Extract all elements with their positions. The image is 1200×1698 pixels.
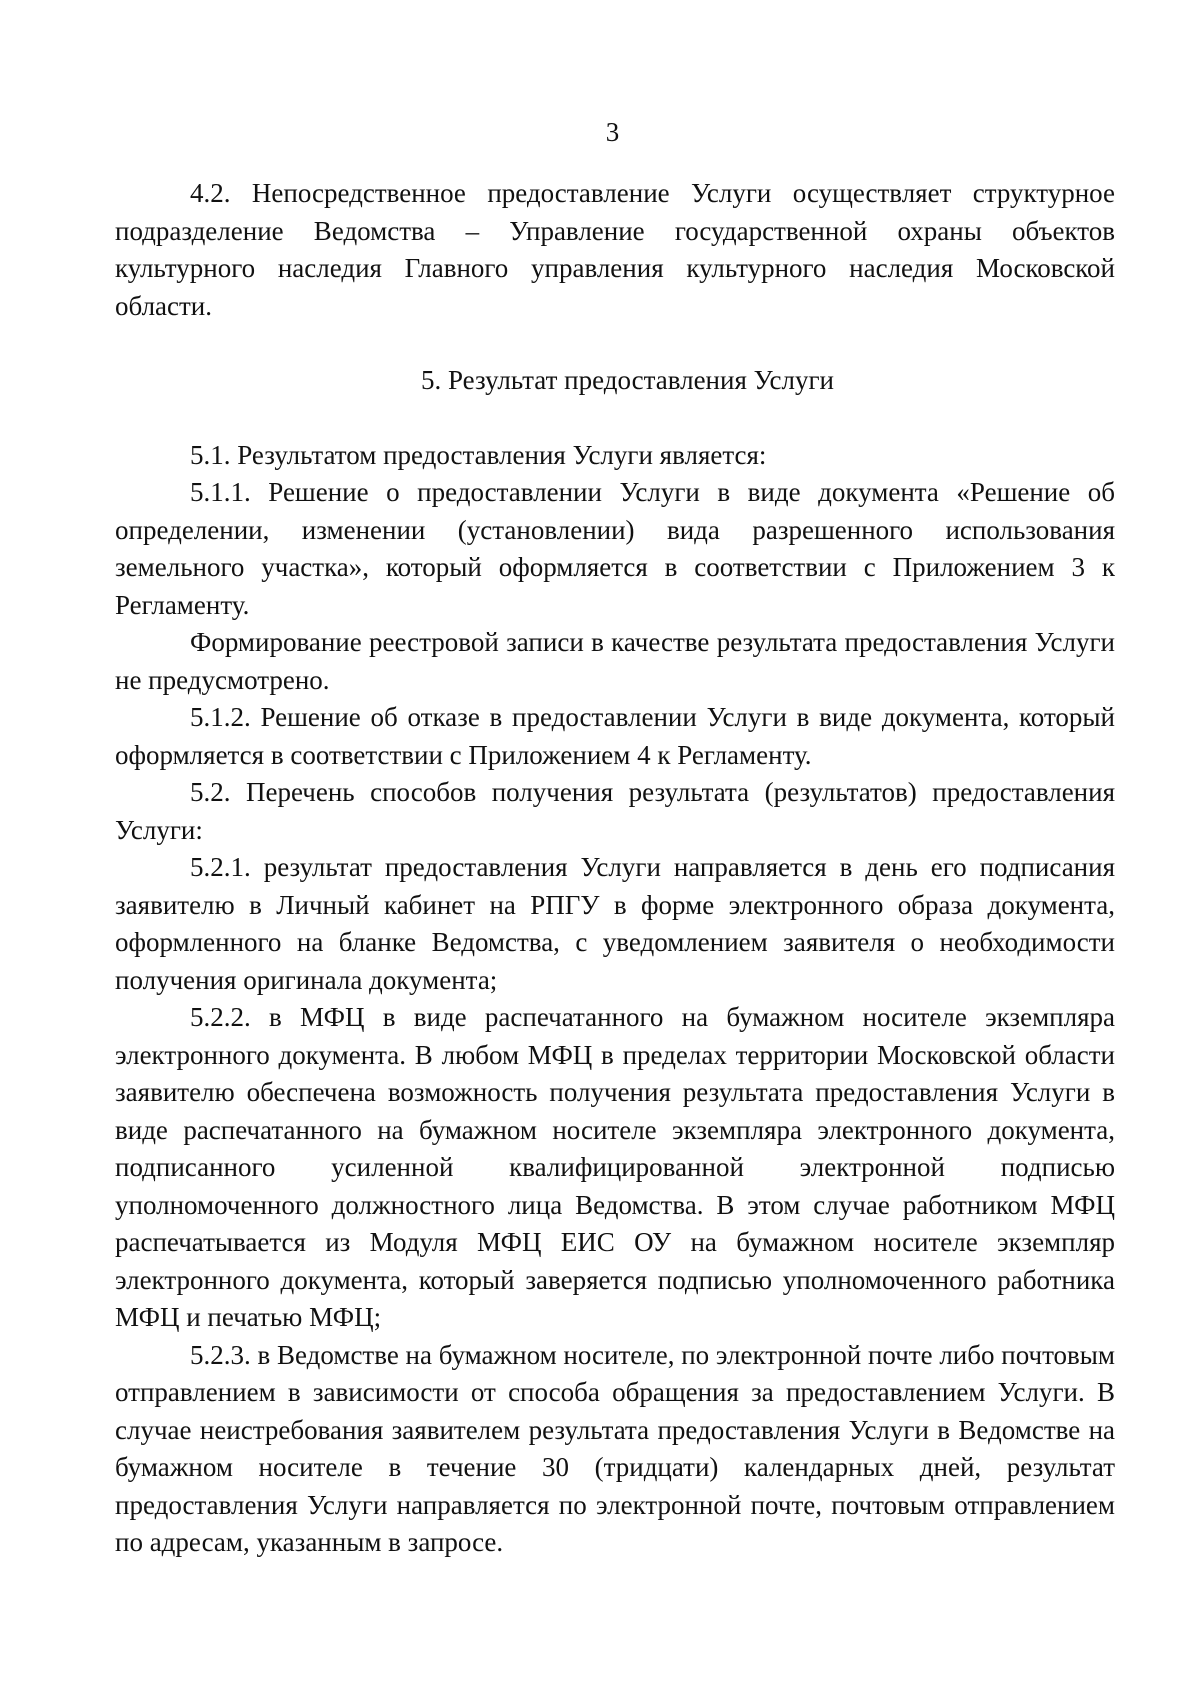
paragraph-5-2-3: 5.2.3. в Ведомстве на бумажном носителе, по электронной почте либо почтовым отправлением в зависимости от способа обращения за предоставлением Услуги. В случае неистребования заявителем результата предоставления Услуги в Ведомстве на бумажном носителе в течение 30 (тридцати) календарных дней, результат предоставления Услуги направляется по электронной почте, почтовым отправлением по адресам, указанным в запросе. <box>115 1339 1115 1557</box>
paragraph-registry-note: Формирование реестровой записи в качестве результата предоставления Услуги не предусмотрено. <box>115 627 1115 695</box>
paragraph-4-2: 4.2. Непосредственное предоставление Услуги осуществляет структурное подразделение Ведомства – Управление государственной охраны объектов культурного наследия Главного управления культурного наследия Московской области. <box>115 178 1115 321</box>
paragraph-5-2: 5.2. Перечень способов получения результата (результатов) предоставления Услуги: <box>115 777 1115 845</box>
section-heading-5: 5. Результат предоставления Услуги <box>421 365 834 395</box>
paragraph-5-1-2: 5.1.2. Решение об отказе в предоставлении Услуги в виде документа, который оформляется в соответствии с Приложением 4 к Регламенту. <box>115 702 1115 770</box>
paragraph-5-2-1: 5.2.1. результат предоставления Услуги направляется в день его подписания заявителю в Личный кабинет на РПГУ в форме электронного образа документа, оформленного на бланке Ведомства, с уведомлением заявителя о необходимости получения оригинала документа; <box>115 852 1115 995</box>
paragraph-5-1: 5.1. Результатом предоставления Услуги является: <box>190 439 767 470</box>
paragraph-5-2-2: 5.2.2. в МФЦ в виде распечатанного на бумажном носителе экземпляра электронного документа. В любом МФЦ в пределах территории Московской области заявителю обеспечена возможность получения результата предоставления Услуги в виде распечатанного на бумажном носителе экземпляра электронного документа, подписанного усиленной квалифицированной электронной подписью уполномоченного должностного лица Ведомства. В этом случае работником МФЦ распечатывается из Модуля МФЦ ЕИС ОУ на бумажном носителе экземпляр электронного документа, который заверяется подписью уполномоченного работника МФЦ и печатью МФЦ; <box>115 1002 1115 1332</box>
paragraph-5-1-1: 5.1.1. Решение о предоставлении Услуги в виде документа «Решение об определении, изменении (установлении) вида разрешенного использования земельного участка», который оформляется в соответствии с Приложением 3 к Регламенту. <box>115 477 1115 620</box>
page-number: 3 <box>605 117 620 147</box>
document-body <box>115 175 1115 1562</box>
